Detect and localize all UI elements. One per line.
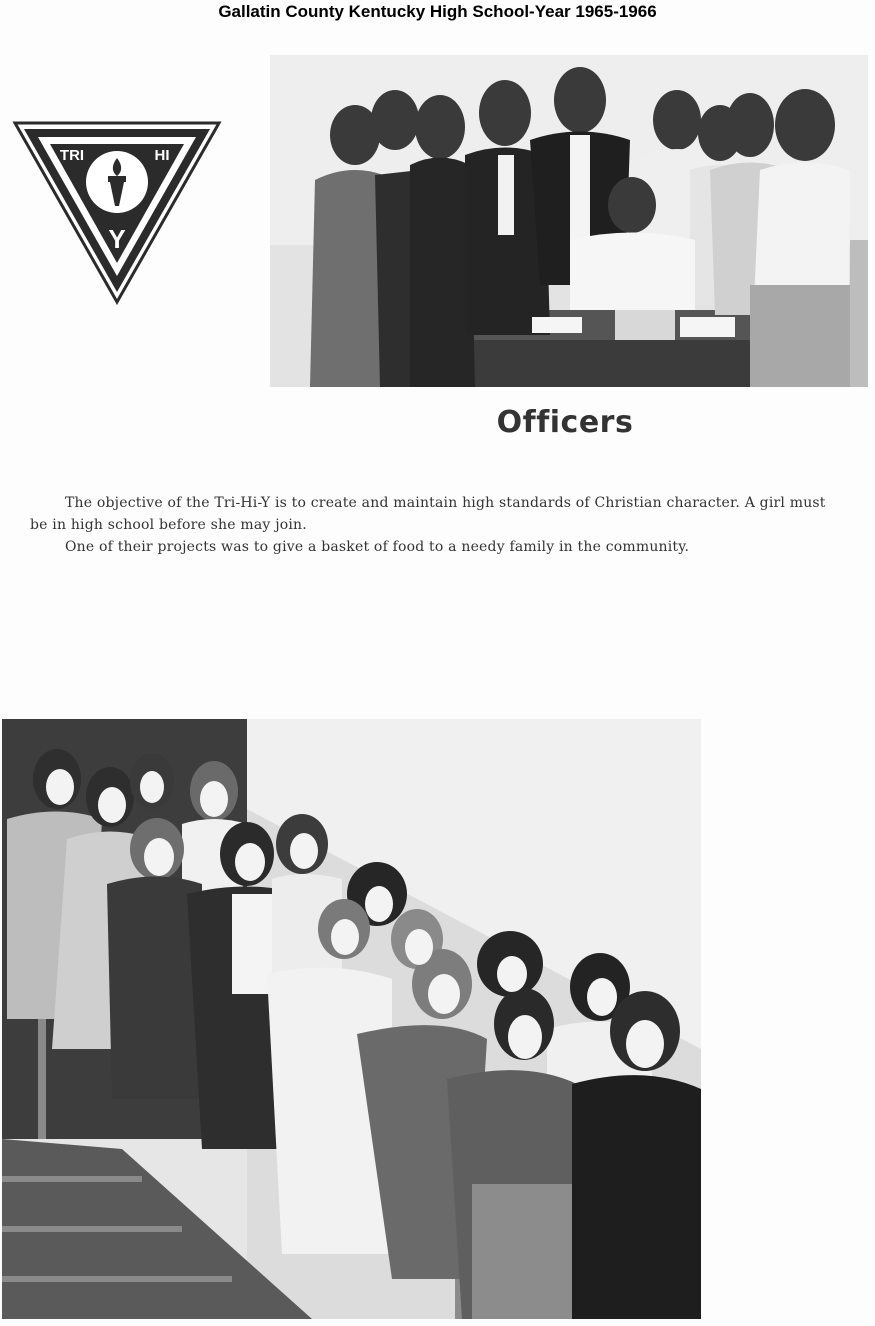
emblem-left-text: TRI	[59, 147, 85, 164]
tri-hi-y-emblem	[12, 120, 222, 305]
officers-photo	[270, 55, 868, 387]
group-photo-icon	[2, 719, 701, 1319]
paragraph-objective: The objective of the Tri-Hi-Y is to create and maintain high standards of Christian character. A girl must be in high school before she may join.	[30, 495, 826, 533]
emblem-bottom-text: Y	[108, 224, 126, 254]
page-title: Gallatin County Kentucky High School-Year 1965-1966	[218, 2, 657, 21]
emblem-right-text: HI	[154, 147, 170, 164]
emblem-graphic	[12, 120, 222, 305]
section-title: Officers	[496, 405, 634, 440]
body-text	[30, 492, 830, 558]
group-photo-icon	[270, 55, 868, 387]
paragraph-projects: One of their projects was to give a basket of food to a needy family in the community.	[65, 539, 690, 555]
members-photo	[2, 719, 701, 1319]
